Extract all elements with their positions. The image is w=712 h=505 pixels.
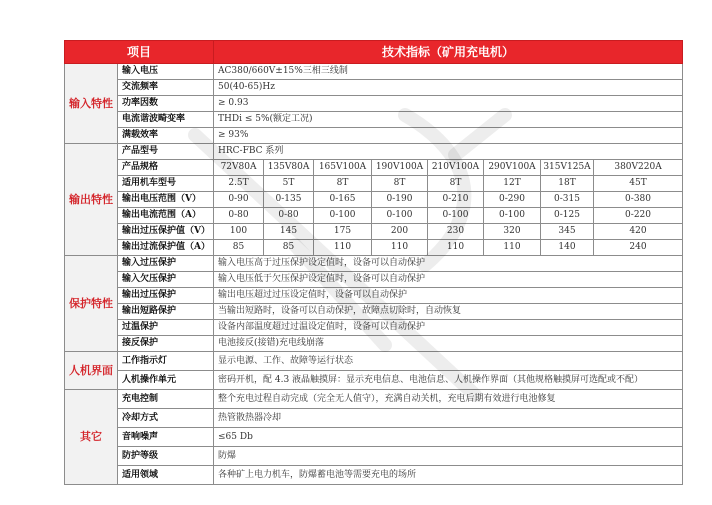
model-cell: 0-100 xyxy=(428,208,484,224)
row-value: 输入电压高于过压保护设定值时，设备可以自动保护 xyxy=(214,256,683,272)
row-value: 输出电压超过过压设定值时，设备可以自动保护 xyxy=(214,288,683,304)
table-row xyxy=(65,96,683,112)
table-row xyxy=(65,208,683,224)
table-row xyxy=(65,224,683,240)
model-cell: 8T xyxy=(428,176,484,192)
table-row xyxy=(65,390,683,409)
model-cell: 0-290 xyxy=(484,192,541,208)
row-label: 输出电压范围（V） xyxy=(118,192,214,208)
row-label: 输入过压保护 xyxy=(118,256,214,272)
table-row xyxy=(65,466,683,485)
row-label: 充电控制 xyxy=(118,390,214,409)
row-value: ≥ 93% xyxy=(214,128,683,144)
row-label: 输出过流保护值（A） xyxy=(118,240,214,256)
model-cell: 0-165 xyxy=(314,192,372,208)
row-label: 输出短路保护 xyxy=(118,304,214,320)
model-cell: 420 xyxy=(594,224,683,240)
table-row xyxy=(65,320,683,336)
model-cell: 0-220 xyxy=(594,208,683,224)
row-label: 人机操作单元 xyxy=(118,371,214,390)
table-row xyxy=(65,256,683,272)
row-value: ≥ 0.93 xyxy=(214,96,683,112)
model-cell: 0-100 xyxy=(372,208,428,224)
model-cell: 0-100 xyxy=(484,208,541,224)
row-value: 各种矿上电力机车，防爆蓄电池等需要充电的场所 xyxy=(214,466,683,485)
model-cell: 0-90 xyxy=(214,192,264,208)
model-cell: 12T xyxy=(484,176,541,192)
row-label: 产品规格 xyxy=(118,160,214,176)
model-cell: 110 xyxy=(314,240,372,256)
row-value: THDi ≤ 5%(额定工况) xyxy=(214,112,683,128)
row-value: 设备内部温度超过过温设定值时，设备可以自动保护 xyxy=(214,320,683,336)
row-value: HRC-FBC 系列 xyxy=(214,144,683,160)
model-cell: 85 xyxy=(264,240,314,256)
model-cell: 0-210 xyxy=(428,192,484,208)
table-row xyxy=(65,272,683,288)
row-label: 过温保护 xyxy=(118,320,214,336)
model-cell: 85 xyxy=(214,240,264,256)
model-cell: 2.5T xyxy=(214,176,264,192)
table-row xyxy=(65,352,683,371)
row-value: 电池接反(接错)充电线崩落 xyxy=(214,336,683,352)
row-value: 显示电源、工作、故障等运行状态 xyxy=(214,352,683,371)
row-label: 满载效率 xyxy=(118,128,214,144)
row-label: 音响噪声 xyxy=(118,428,214,447)
model-cell: 5T xyxy=(264,176,314,192)
row-value: AC380/660V±15%三相三线制 xyxy=(214,64,683,80)
table-row xyxy=(65,240,683,256)
model-cell: 0-380 xyxy=(594,192,683,208)
model-cell: 320 xyxy=(484,224,541,240)
model-cell: 230 xyxy=(428,224,484,240)
row-value: ≤65 Db xyxy=(214,428,683,447)
group-output: 输出特性 xyxy=(65,144,118,256)
row-label: 接反保护 xyxy=(118,336,214,352)
row-value: 防爆 xyxy=(214,447,683,466)
group-other: 其它 xyxy=(65,390,118,485)
model-cell: 72V80A xyxy=(214,160,264,176)
row-label: 输入欠压保护 xyxy=(118,272,214,288)
model-cell: 110 xyxy=(484,240,541,256)
model-cell: 290V100A xyxy=(484,160,541,176)
table-row xyxy=(65,428,683,447)
table-row xyxy=(65,64,683,80)
model-cell: 175 xyxy=(314,224,372,240)
model-cell: 0-80 xyxy=(264,208,314,224)
table-row xyxy=(65,304,683,320)
table-row xyxy=(65,371,683,390)
model-cell: 380V220A xyxy=(594,160,683,176)
model-cell: 190V100A xyxy=(372,160,428,176)
model-cell: 0-315 xyxy=(541,192,594,208)
header-spec: 技术指标（矿用充电机） xyxy=(214,41,683,64)
model-cell: 140 xyxy=(541,240,594,256)
row-label: 适用机车型号 xyxy=(118,176,214,192)
model-cell: 18T xyxy=(541,176,594,192)
group-hmi: 人机界面 xyxy=(65,352,118,390)
model-cell: 315V125A xyxy=(541,160,594,176)
spec-sheet xyxy=(64,40,682,485)
header-item: 项目 xyxy=(65,41,214,64)
model-cell: 110 xyxy=(428,240,484,256)
row-value: 热管散热器冷却 xyxy=(214,409,683,428)
header-row xyxy=(65,41,683,64)
model-cell: 0-80 xyxy=(214,208,264,224)
row-label: 输出过压保护值（V） xyxy=(118,224,214,240)
model-cell: 145 xyxy=(264,224,314,240)
table-row xyxy=(65,176,683,192)
model-cell: 100 xyxy=(214,224,264,240)
spec-table xyxy=(64,40,683,485)
row-value: 整个充电过程自动完成（完全无人值守），充满自动关机，充电后期有效进行电池修复 xyxy=(214,390,683,409)
model-cell: 110 xyxy=(372,240,428,256)
row-label: 输出过压保护 xyxy=(118,288,214,304)
table-row xyxy=(65,160,683,176)
model-cell: 45T xyxy=(594,176,683,192)
model-cell: 200 xyxy=(372,224,428,240)
table-row xyxy=(65,144,683,160)
table-row xyxy=(65,80,683,96)
row-label: 输出电流范围（A） xyxy=(118,208,214,224)
row-label: 冷却方式 xyxy=(118,409,214,428)
row-value: 50(40-65)Hz xyxy=(214,80,683,96)
table-row xyxy=(65,128,683,144)
table-row xyxy=(65,447,683,466)
row-value: 密码开机，配 4.3 液晶触摸屏：显示充电信息、电池信息、人机操作界面（其他规格触摸屏可选配或不配） xyxy=(214,371,683,390)
model-cell: 210V100A xyxy=(428,160,484,176)
table-row xyxy=(65,409,683,428)
row-value: 输入电压低于欠压保护设定值时，设备可以自动保护 xyxy=(214,272,683,288)
group-input: 输入特性 xyxy=(65,64,118,144)
table-row xyxy=(65,112,683,128)
model-cell: 240 xyxy=(594,240,683,256)
row-label: 交流频率 xyxy=(118,80,214,96)
row-label: 适用领域 xyxy=(118,466,214,485)
group-protect: 保护特性 xyxy=(65,256,118,352)
row-label: 功率因数 xyxy=(118,96,214,112)
table-row xyxy=(65,288,683,304)
row-label: 产品型号 xyxy=(118,144,214,160)
model-cell: 165V100A xyxy=(314,160,372,176)
row-label: 工作指示灯 xyxy=(118,352,214,371)
row-label: 电流谐波畸变率 xyxy=(118,112,214,128)
model-cell: 0-125 xyxy=(541,208,594,224)
model-cell: 8T xyxy=(314,176,372,192)
model-cell: 8T xyxy=(372,176,428,192)
model-cell: 0-100 xyxy=(314,208,372,224)
row-label: 防护等级 xyxy=(118,447,214,466)
model-cell: 0-190 xyxy=(372,192,428,208)
model-cell: 135V80A xyxy=(264,160,314,176)
row-value: 当输出短路时，设备可以自动保护，故障点切除时，自动恢复 xyxy=(214,304,683,320)
row-label: 输入电压 xyxy=(118,64,214,80)
model-cell: 0-135 xyxy=(264,192,314,208)
table-row xyxy=(65,192,683,208)
table-row xyxy=(65,336,683,352)
model-cell: 345 xyxy=(541,224,594,240)
